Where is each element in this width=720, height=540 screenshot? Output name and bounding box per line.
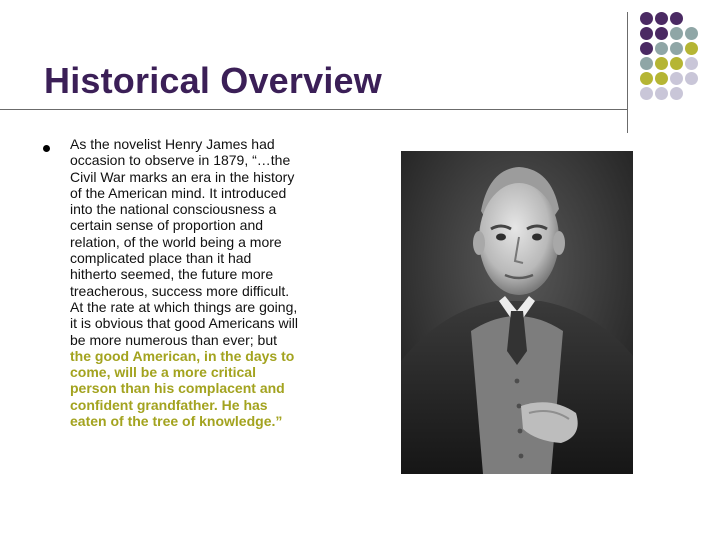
decor-dot <box>670 12 683 25</box>
body-line: hitherto seemed, the future more <box>70 266 274 283</box>
decor-dot <box>685 57 698 70</box>
decor-dot <box>670 57 683 70</box>
slide-body-text <box>70 136 360 429</box>
decor-dot <box>655 72 668 85</box>
body-line: complicated place than it had <box>70 250 252 267</box>
decor-dot <box>670 87 683 100</box>
divider-horizontal <box>0 109 628 110</box>
body-line: treacherous, success more difficult. <box>70 282 290 299</box>
body-line: At the rate at which things are going, <box>70 298 298 315</box>
decor-dot <box>640 57 653 70</box>
body-line: occasion to observe in 1879, “…the <box>70 152 291 169</box>
body-highlight-line: the good American, in the days to <box>70 347 295 364</box>
portrait-illustration <box>401 151 633 474</box>
decor-dot <box>640 87 653 100</box>
body-highlight-line: confident grandfather. He has <box>70 396 268 413</box>
decor-dot <box>670 42 683 55</box>
portrait-photo <box>401 151 633 474</box>
decor-dot <box>655 42 668 55</box>
decor-dot <box>685 72 698 85</box>
body-line: it is obvious that good Americans will <box>70 315 298 332</box>
body-line: of the American mind. It introduced <box>70 184 287 201</box>
body-highlight-line: eaten of the tree of knowledge.” <box>70 413 283 430</box>
decor-dot <box>685 42 698 55</box>
body-highlight-line: person than his complacent and <box>70 380 285 397</box>
bullet-icon <box>43 145 50 152</box>
divider-vertical <box>627 12 628 133</box>
decor-dot <box>655 27 668 40</box>
body-highlight-line: come, will be a more critical <box>70 364 256 381</box>
decor-dot <box>670 27 683 40</box>
decor-dot <box>655 57 668 70</box>
body-line: Civil War marks an era in the history <box>70 168 295 185</box>
body-line: be more numerous than ever; but <box>70 331 278 348</box>
decor-dot <box>655 12 668 25</box>
body-line: relation, of the world being a more <box>70 233 282 250</box>
body-line: into the national consciousness a <box>70 201 277 218</box>
body-line: As the novelist Henry James had <box>70 136 275 152</box>
decor-dot <box>640 42 653 55</box>
slide-title: Historical Overview <box>44 60 382 101</box>
decor-dot <box>670 72 683 85</box>
decor-dot <box>685 27 698 40</box>
body-line: certain sense of proportion and <box>70 217 264 234</box>
decor-dot <box>640 12 653 25</box>
decor-dot <box>640 72 653 85</box>
decor-dot <box>655 87 668 100</box>
decor-dot <box>640 27 653 40</box>
